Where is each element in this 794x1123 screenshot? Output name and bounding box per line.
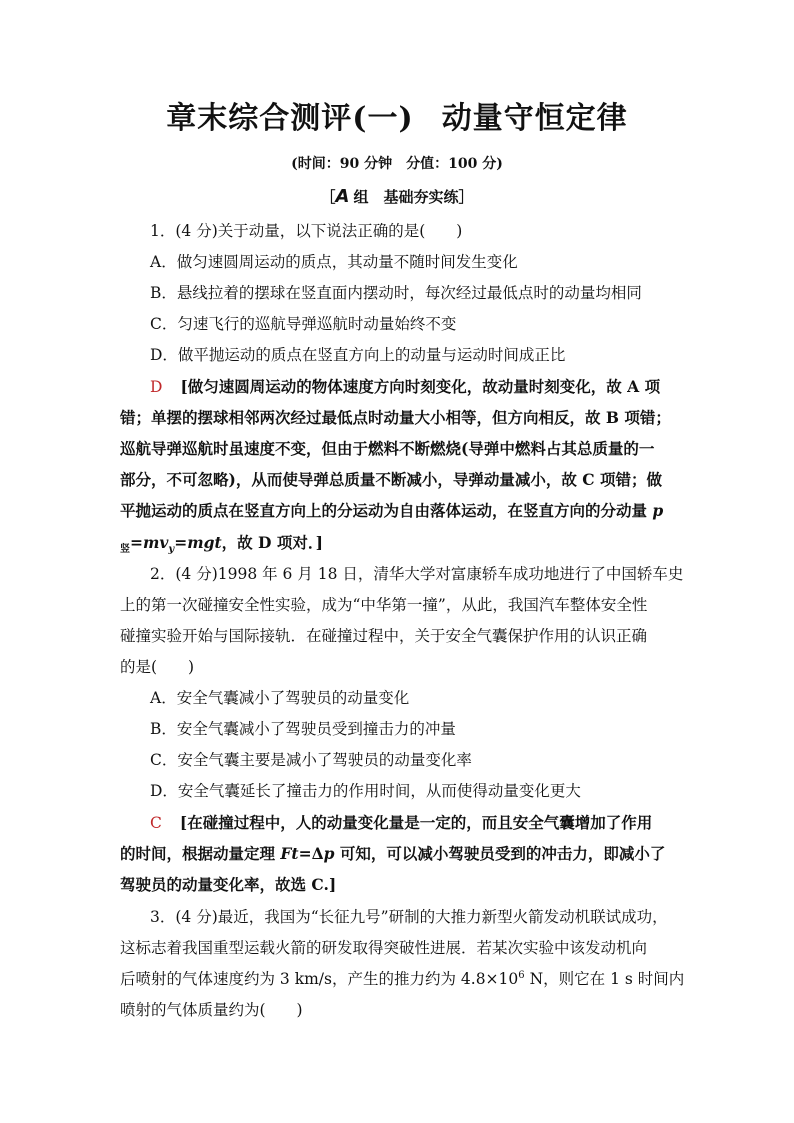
question-2-stem-line-2: 上的第一次碰撞安全性实验，成为“中华第一撞”，从此，我国汽车整体安全性 — [120, 596, 648, 614]
q1-answer-line-4: 部分，不可忽略)，从而使导弹总质量不断减小，导弹动量减小，故 C 项错；做 — [120, 470, 662, 489]
q1-option-b: B．悬线拉着的摆球在竖直面内摆动时，每次经过最低点时的动量均相同 — [150, 284, 642, 302]
bracket-left: ［ — [320, 188, 336, 206]
question-3-stem-line-2: 这标志着我国重型运载火箭的研发取得突破性进展．若某次实验中该发动机向 — [120, 939, 648, 957]
q2-option-a: A．安全气囊减小了驾驶员的动量变化 — [150, 689, 410, 707]
q1-option-a: A．做匀速圆周运动的质点，其动量不随时间发生变化 — [150, 253, 518, 271]
q1-option-d: D．做平抛运动的质点在竖直方向上的动量与运动时间成正比 — [150, 346, 566, 364]
q1-answer-line-1: D [做匀速圆周运动的物体速度方向时刻变化，故动量时刻变化，故 A 项 — [150, 377, 661, 396]
q2-option-d: D．安全气囊延长了撞击力的作用时间，从而使得动量变化更大 — [150, 782, 581, 800]
q2-option-c: C．安全气囊主要是减小了驾驶员的动量变化率 — [150, 751, 472, 769]
q1-answer-line-3: 巡航导弹巡航时虽速度不变，但由于燃料不断燃烧(导弹中燃料占其总质量的一 — [120, 439, 655, 458]
q2-answer-line-2: 的时间，根据动量定理 Ft=Δp 可知，可以减小驾驶员受到的冲击力，即减小了 — [120, 844, 666, 863]
q1-answer-line-5: 平抛运动的质点在竖直方向上的分运动为自由落体运动，在竖直方向的分动量 p — [120, 501, 664, 520]
question-3-stem-line-1: 3．(4 分)最近，我国为“长征九号”研制的大推力新型火箭发动机联试成功， — [150, 908, 668, 926]
bracket-right: ］ — [458, 188, 474, 206]
section-heading — [0, 186, 794, 207]
q1-option-c: C．匀速飞行的巡航导弹巡航时动量始终不变 — [150, 315, 457, 333]
page-title — [0, 93, 794, 137]
question-2-stem-line-4: 的是( ) — [120, 658, 195, 676]
q1-var-p: p — [652, 501, 664, 520]
q2-option-b: B．安全气囊减小了驾驶员受到撞击力的冲量 — [150, 720, 456, 738]
q1-answer-line-2: 错；单摆的摆球相邻两次经过最低点时动量大小相等，但方向相反，故 B 项错； — [120, 408, 671, 427]
question-2-stem-line-3: 碰撞实验开始与国际接轨．在碰撞过程中，关于安全气囊保护作用的认识正确 — [120, 627, 648, 645]
question-3-stem-line-4: 喷射的气体质量约为( ) — [120, 1001, 303, 1019]
question-2-stem-line-1: 2．(4 分)1998 年 6 月 18 日，清华大学对富康轿车成功地进行了中国轿车史 — [150, 565, 684, 583]
group-letter: A — [335, 186, 350, 207]
question-1-stem: 1．(4 分)关于动量，以下说法正确的是( ) — [150, 222, 463, 240]
q2-answer-line-1: C [在碰撞过程中，人的动量变化量是一定的，而且安全气囊增加了作用 — [150, 813, 653, 832]
group-text: 组 基础夯实练 — [353, 188, 459, 206]
title-part2: 动量守恒定律 — [441, 101, 628, 136]
title-part1: 章末综合测评(一) — [166, 101, 414, 136]
q2-answer-letter: C — [150, 814, 162, 832]
q2-answer-line-3: 驾驶员的动量变化率，故选 C.] — [120, 875, 337, 894]
exam-info: (时间：90 分钟 分值：100 分) — [291, 156, 503, 172]
q1-answer-letter: D — [150, 378, 163, 396]
q1-answer-line-6: $_竖=mv_y=mgt$，故 D 项对．] — [120, 533, 323, 556]
question-3-stem-line-3: 后喷射的气体速度约为 3 km/s，产生的推力约为 $4.8\times 10^6$ N，则它在 1 s 时间内 — [120, 969, 685, 988]
